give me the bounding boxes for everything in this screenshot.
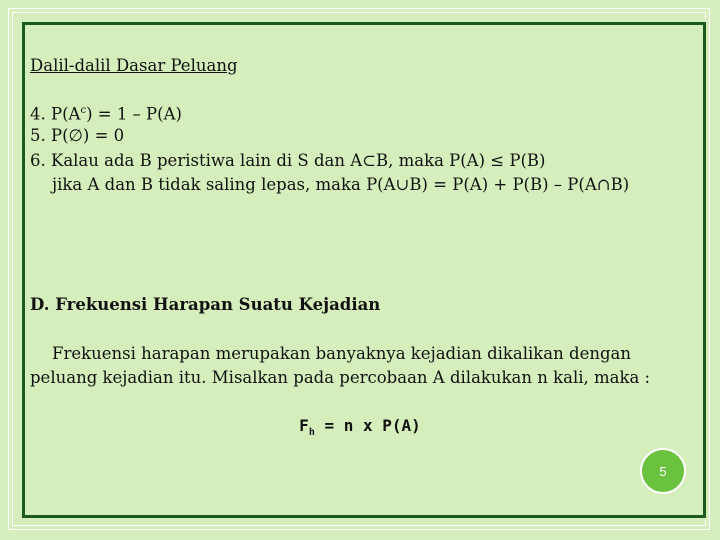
page-number: 5 [659,463,667,479]
page-number-badge [640,448,686,494]
rule-4 [30,101,182,125]
paragraph-line-1: Frekuensi harapan merupakan banyaknya kejadian dikalikan dengan [52,344,631,363]
slide-frame [22,22,706,518]
rule-6-line-1: 6. Kalau ada B peristiwa lain di S dan A⊂B, maka P(A) ≤ P(B) [30,151,546,170]
rule-5: 5. P(∅) = 0 [30,126,125,145]
rule-4-pre: 4. P(A [30,104,81,124]
formula-rhs: = n x P(A) [314,416,421,435]
formula-symbol: F [299,416,309,435]
rule-6-line-2: jika A dan B tidak saling lepas, maka P(A∪B) = P(A) + P(B) – P(A∩B) [52,175,630,194]
rule-4-post: ) = 1 – P(A) [86,104,182,124]
paragraph-line-2: peluang kejadian itu. Misalkan pada percobaan A dilakukan n kali, maka : [30,368,651,387]
section-title: Dalil-dalil Dasar Peluang [30,56,238,75]
formula-sub: h [308,427,315,439]
section-heading: D. Frekuensi Harapan Suatu Kejadian [30,295,381,314]
formula [0,416,720,438]
rule-4-sup: c [80,105,87,116]
